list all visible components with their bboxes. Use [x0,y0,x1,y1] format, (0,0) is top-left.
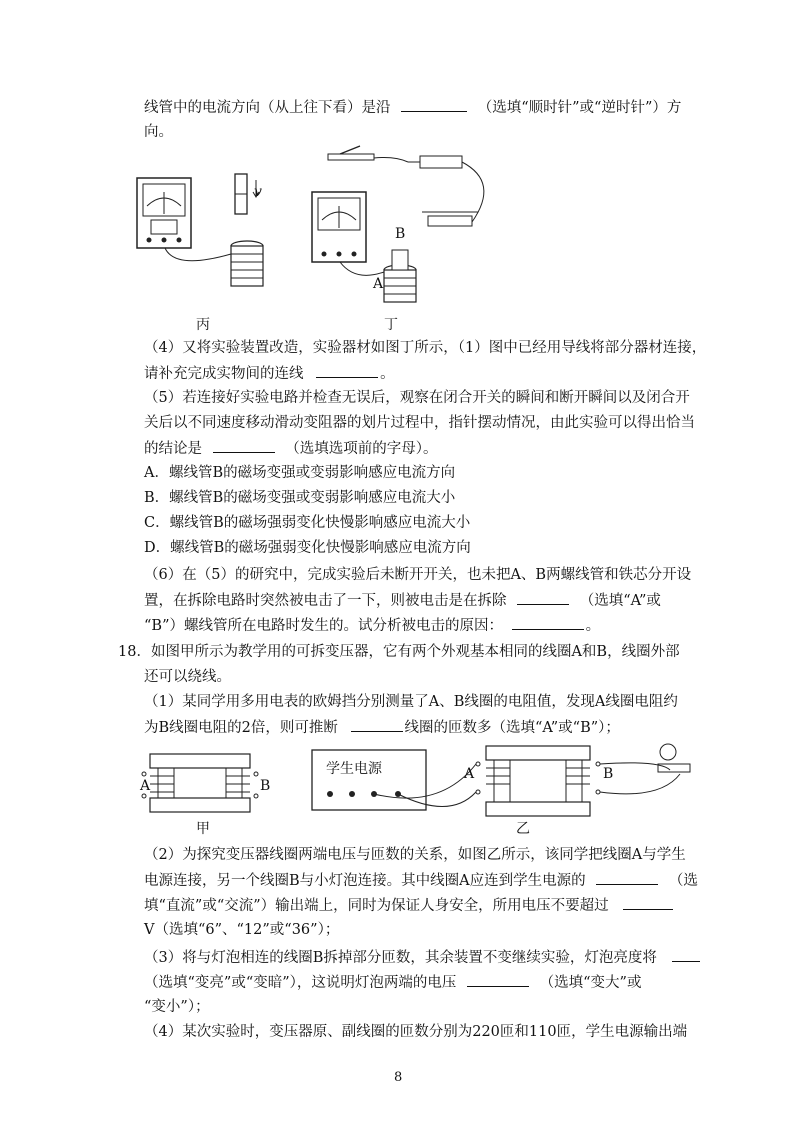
question-line: 电源连接，另一个线圈B与小灯泡连接。其中线圈A应连到学生电源的 （选 [144,870,698,891]
option-c[interactable]: C．螺线管B的磁场强弱变化快慢影响感应电流大小 [144,515,471,531]
figure-bing [135,170,315,310]
figure-label-yi: 乙 [516,821,530,837]
answer-blank[interactable] [316,363,378,378]
question-line: 为B线圈电阻的2倍，则可推断 线圈的匝数多（选填“A”或“B”）； [144,717,620,738]
question-line: 填“直流”或“交流”）输出端上，同时为保证人身安全，所用电压不要超过 [144,895,673,916]
option-a[interactable]: A．螺线管B的磁场变强或变弱影响感应电流方向 [144,465,456,481]
question-line: 向。 [144,124,173,140]
question-line: （4）又将实验装置改造，实验器材如图丁所示，（1）图中已经用导线将部分器材连接， [144,340,707,356]
question-line: 的结论是 （选填选项前的字母）。 [144,438,437,459]
answer-blank[interactable] [672,947,700,962]
question-line: “变小”）； [144,999,210,1015]
question-line: （3）将与灯泡相连的线圈B拆掉部分匝数，其余装置不变继续实验，灯泡亮度将 [144,947,700,968]
answer-blank[interactable] [467,972,529,987]
figure-label-jia: 甲 [196,821,210,837]
answer-blank[interactable] [401,97,467,112]
coil-a-label: A [373,276,384,292]
option-d[interactable]: D．螺线管B的磁场强弱变化快慢影响感应电流方向 [144,540,471,556]
page-number: 8 [394,1070,403,1085]
option-b[interactable]: B．螺线管B的磁场变强或变弱影响感应电流大小 [144,490,456,506]
figure-ding [310,142,510,312]
answer-blank[interactable] [351,717,403,732]
question-line: “B”）螺线管所在电路时发生的。试分析被电击的原因： 。 [144,615,600,636]
transformer-a-label-jia: A [140,778,151,794]
velocity-label: v [254,184,262,200]
figure-label-bing: 丙 [196,317,210,333]
figure-transformers [140,740,700,820]
question-line: 还可以绕线。 [144,669,231,685]
transformer-b-label-jia: B [260,778,271,794]
coil-b-label: B [395,226,406,242]
question-18: 18．如图甲所示为教学用的可拆变压器，它有两个外观基本相同的线圈A和B，线圈外部 [118,644,680,660]
answer-blank[interactable] [213,438,275,453]
power-supply-label: 学生电源 [326,761,382,777]
question-line: 请补充完成实物间的连线 。 [144,363,395,384]
question-line: （5）若连接好实验电路并检查无误后，观察在闭合开关的瞬间和断开瞬间以及闭合开 [144,390,690,406]
transformer-b-label-yi: B [603,766,614,782]
transformer-a-label-yi: A [464,766,475,782]
question-line: 关后以不同速度移动滑动变阻器的划片过程中，指针摆动情况，由此实验可以得出恰当 [144,415,695,431]
figure-label-ding: 丁 [384,317,398,333]
question-line: 线管中的电流方向（从上往下看）是沿 （选填“顺时针”或“逆时针”）方 [144,97,681,118]
question-line: V（选填“6”、“12”或“36”）； [144,922,340,938]
question-line: （1）某同学用多用电表的欧姆挡分别测量了A、B线圈的电阻值，发现A线圈电阻约 [144,694,678,710]
question-line: （4）某次实验时，变压器原、副线圈的匝数分别为220匝和110匝，学生电源输出端 [144,1024,688,1040]
answer-blank[interactable] [623,895,673,910]
question-line: （6）在（5）的研究中，完成实验后未断开开关，也未把A、B两螺线管和铁芯分开设 [144,567,692,583]
question-line: （选填“变亮”或“变暗”），这说明灯泡两端的电压 （选填“变大”或 [144,972,641,993]
answer-blank[interactable] [517,590,569,605]
answer-blank[interactable] [596,870,658,885]
answer-blank[interactable] [512,615,584,630]
question-line: （2）为探究变压器线圈两端电压与匝数的关系，如图乙所示，该同学把线圈A与学生 [144,847,686,863]
question-line: 置，在拆除电路时突然被电击了一下，则被电击是在拆除 （选填“A”或 [144,590,661,611]
